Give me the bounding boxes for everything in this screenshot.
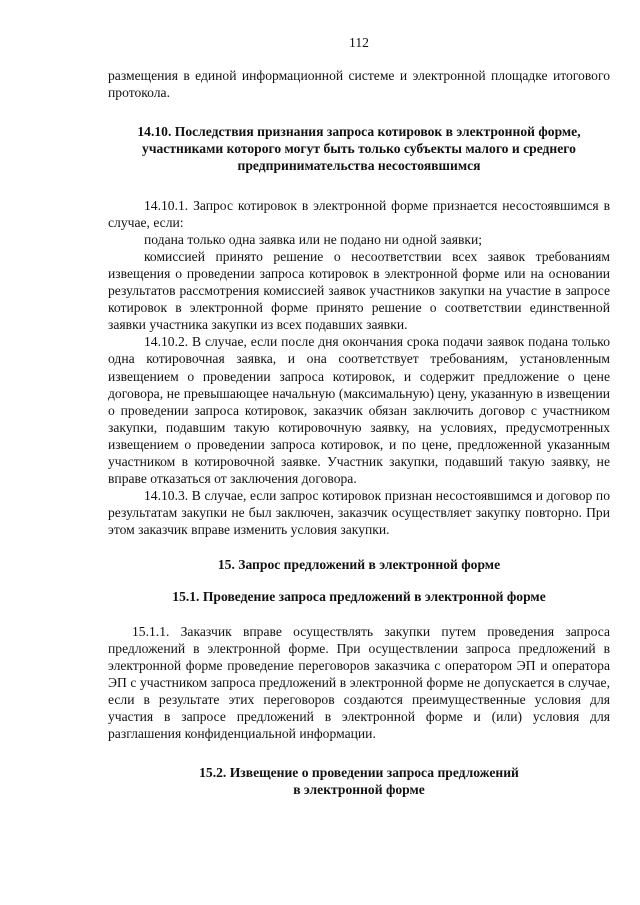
paragraph-15-1-1: 15.1.1. Заказчик вправе осуществлять закупки путем проведения запроса предложений в электронной форме. При осуществлении запроса предложений в электронной форме проведение переговоров заказчика с оператором ЭП и оператора ЭП с участником запроса предложений в электронной форме не допускается в случае, если в результате этих переговоров создаются преимущественные условия для участия в запросе предложений в электронной форме и (или) условия для разглашения конфиденциальной информации. — [108, 623, 610, 742]
heading-15: 15. Запрос предложений в электронной форме — [217, 557, 501, 573]
heading-15-2-line2: в электронной форме — [293, 782, 425, 798]
list-item-one-application: подана только одна заявка или не подано ни одной заявки; — [144, 231, 483, 247]
paragraph-14-10-3: 14.10.3. В случае, если запрос котировок признан несостоявшимся и договор по результатам закупки не был заключен, заказчик осуществляет закупку повторно. При этом заказчик вправе изменить условия закупки. — [108, 488, 610, 538]
page-number: 112 — [349, 35, 369, 50]
heading-14-10: 14.10. Последствия признания запроса котировок в электронной форме, участниками которого могут быть только субъекты малого и среднего предпринимательства несостоявшимся — [137, 124, 581, 174]
intro-paragraph: размещения в единой информационной системе и электронной площадке итогового протокола. — [108, 68, 610, 101]
paragraph-14-10-1: 14.10.1. Запрос котировок в электронной форме признается несостоявшимся в случае, если: — [108, 197, 610, 230]
heading-15-2-line1: 15.2. Извещение о проведении запроса предложений — [199, 765, 519, 781]
paragraph-14-10-2: 14.10.2. В случае, если после дня окончания срока подачи заявок подана только одна котировочная заявка, и она соответствует требованиям, установленным извещением о проведении запроса котировок, и содержит предложение о цене договора, не превышающее начальную (максимальную) цену, указанную в извещении о проведении запроса котировок, заказчик обязан заключить договор с участником закупки, подавшим такую котировочную заявку, на условиях, предусмотренных извещением о проведении запроса котировок, и по цене, предложенной указанным участником в котировочной заявке. Участник закупки, подавший такую заявку, не вправе отказаться от заключения договора. — [108, 334, 610, 487]
list-item-commission-decision: комиссией принято решение о несоответствии всех заявок требованиям извещения о проведении запроса котировок в электронной форме или на основании результатов рассмотрения комиссией заявок участников закупки на участие в запросе котировок в электронной форме принято решение о соответствии единственной заявки участника закупки из всех подавших заявки. — [108, 248, 610, 333]
heading-15-1: 15.1. Проведение запроса предложений в электронной форме — [172, 588, 546, 604]
document-page — [108, 34, 610, 798]
